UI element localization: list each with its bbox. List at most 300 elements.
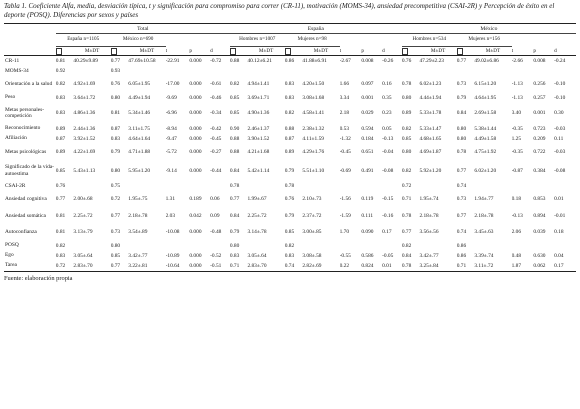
table-cell: 0.71 xyxy=(457,261,475,272)
table-cell: 4.64±1.95 xyxy=(474,94,497,101)
table-cell: -0.45 xyxy=(210,135,222,142)
table-cell: -0.13 xyxy=(382,135,394,142)
subgroup-espana-mujeres: Mujeres n=98 xyxy=(285,34,340,47)
table-cell: 0.73 xyxy=(456,196,467,203)
table-row xyxy=(4,241,576,251)
table-cell: 0.73 xyxy=(110,229,121,236)
table-cell xyxy=(474,241,511,251)
table-row xyxy=(4,103,576,124)
alpha-symbol-icon xyxy=(230,48,236,55)
table-cell: 0.82 xyxy=(284,242,295,249)
table-row xyxy=(4,261,576,272)
table-cell: 0.76 xyxy=(55,183,66,189)
table-cell: 2.46±1.37 xyxy=(247,125,270,132)
table-row xyxy=(4,160,576,181)
table-cell xyxy=(128,66,165,76)
table-cell: 0.83 xyxy=(229,252,240,259)
table-cell: 0.630 xyxy=(533,252,546,259)
table-cell: 0.853 xyxy=(533,196,546,203)
table-cell: 0.93 xyxy=(110,68,121,74)
table-cell: 0.723 xyxy=(533,125,546,132)
mean-sd-header: M±DT xyxy=(474,47,511,56)
mean-sd-header: M±DT xyxy=(128,47,165,56)
table-cell: -0.16 xyxy=(382,212,394,219)
table-cell xyxy=(189,241,210,251)
column-header-row xyxy=(4,47,576,56)
table-cell: 0.722 xyxy=(533,148,546,155)
table-cell xyxy=(554,181,576,191)
table-cell: 5.38±1.44 xyxy=(474,125,497,132)
table-cell: -0.03 xyxy=(554,125,566,132)
table-cell: -0.04 xyxy=(382,148,394,155)
table-cell: 0.79 xyxy=(229,229,240,236)
table-cell: -9.47 xyxy=(165,135,177,142)
table-cell: 0.824 xyxy=(361,261,382,272)
table-cell: 0.09 xyxy=(210,212,220,219)
t-header: t xyxy=(512,47,534,56)
table-cell: 0.80 xyxy=(401,148,412,155)
table-cell xyxy=(340,181,362,191)
table-cell: 0.77 xyxy=(55,196,66,203)
table-cell: 0.88 xyxy=(284,125,295,132)
table-row xyxy=(4,191,576,208)
table-cell: 0.72 xyxy=(56,261,74,272)
table-cell xyxy=(285,66,303,76)
row-label: CSAI-2R xyxy=(5,182,26,189)
table-cell: 0.594 xyxy=(361,125,374,132)
table-cell: -0.10 xyxy=(554,81,566,88)
table-cell: 0.77 xyxy=(110,58,121,64)
table-cell: -0.08 xyxy=(382,167,394,174)
table-cell: 0.78 xyxy=(401,212,412,219)
table-cell: 0.001 xyxy=(533,110,546,116)
table-cell: 40.12±6.21 xyxy=(247,58,272,64)
p-header: p xyxy=(533,47,554,56)
table-cell: 1.25 xyxy=(511,135,522,142)
table-cell: 4.58±1.41 xyxy=(302,110,325,116)
group-mexico: México xyxy=(402,24,576,34)
table-cell xyxy=(474,181,511,191)
table-cell: 0.80 xyxy=(456,135,467,142)
table-cell xyxy=(128,181,165,191)
table-cell: 4.86±1.36 xyxy=(73,110,96,116)
table-cell: 0.894 xyxy=(533,212,546,219)
table-cell: -9.14 xyxy=(165,167,177,174)
table-cell: 0.000 xyxy=(189,252,202,259)
table-cell: 0.119 xyxy=(361,196,374,203)
table-row xyxy=(4,134,576,144)
table-cell: -0.45 xyxy=(339,148,351,155)
table-cell: 0.008 xyxy=(533,58,546,64)
table-cell: -0.42 xyxy=(210,125,222,132)
alpha-header xyxy=(402,47,420,56)
table-cell: -0.08 xyxy=(554,167,566,174)
mean-sd-header: M±DT xyxy=(302,47,339,56)
table-cell xyxy=(512,66,534,76)
row-label: Orientación a la salud xyxy=(5,81,53,88)
table-cell: 0.257 xyxy=(533,94,546,101)
table-cell: -0.72 xyxy=(210,58,222,64)
mean-sd-header: M±DT xyxy=(419,47,456,56)
table-cell: 0.000 xyxy=(189,110,202,116)
table-cell xyxy=(166,241,190,251)
table-cell: 2.10±.73 xyxy=(302,196,322,203)
subgroup-mexico-mujeres: Mujeres n=156 xyxy=(457,34,512,47)
table-cell: 3.64±1.72 xyxy=(73,94,96,101)
table-cell: 0.77 xyxy=(111,261,129,272)
table-cell: 0.30 xyxy=(554,110,564,116)
table-cell: 0.84 xyxy=(456,110,467,116)
table-cell xyxy=(533,66,554,76)
table-cell: 47.29±2.23 xyxy=(419,58,444,64)
table-cell: 0.77 xyxy=(110,212,121,219)
table-cell: 0.88 xyxy=(229,135,240,142)
table-cell: 0.18 xyxy=(554,229,564,236)
table-cell: 0.78 xyxy=(456,148,467,155)
table-cell: 0.89 xyxy=(401,110,412,116)
table-cell: -10.08 xyxy=(165,229,180,236)
table-cell: -2.67 xyxy=(339,58,351,64)
subgroup-espana-hombres: Hombres n=1007 xyxy=(230,34,285,47)
table-cell: -0.61 xyxy=(210,81,222,88)
table-row xyxy=(4,181,576,191)
table-cell: 40.29±9.89 xyxy=(73,58,98,64)
table-cell: 0.209 xyxy=(533,135,546,142)
table-cell: 1.70 xyxy=(339,229,350,236)
d-header: d xyxy=(554,47,576,56)
table-cell: 2.82±.69 xyxy=(302,261,339,272)
table-cell: -0.15 xyxy=(382,196,394,203)
table-cell: 0.82 xyxy=(401,125,412,132)
table-cell: -0.69 xyxy=(339,167,351,174)
table-cell: -0.55 xyxy=(339,252,351,259)
mean-sd-header: M±DT xyxy=(247,47,284,56)
table-cell: 1.31 xyxy=(165,196,176,203)
p-header: p xyxy=(189,47,210,56)
table-cell: 3.42±.77 xyxy=(419,252,439,259)
table-cell: -0.46 xyxy=(210,94,222,101)
table-cell: 0.82 xyxy=(401,167,412,174)
table-cell: 3.25±.84 xyxy=(419,261,456,272)
table-cell: 0.80 xyxy=(401,94,412,101)
table-cell xyxy=(210,66,230,76)
table-cell xyxy=(402,66,420,76)
table-cell: 0.88 xyxy=(229,148,240,155)
table-cell: 0.74 xyxy=(285,261,303,272)
table-cell: 3.11±.72 xyxy=(474,261,511,272)
table-cell: -0.52 xyxy=(210,252,222,259)
table-cell: 0.82 xyxy=(55,242,66,249)
table-cell: 0.81 xyxy=(55,58,66,64)
table-cell: 0.92 xyxy=(55,68,66,74)
table-cell: 0.84 xyxy=(229,167,240,174)
table-cell: 5.95±1.20 xyxy=(128,167,151,174)
table-cell: -0.35 xyxy=(511,148,523,155)
table-cell xyxy=(73,241,110,251)
row-label: CR-11 xyxy=(5,57,20,64)
table-cell: 0.76 xyxy=(401,58,412,64)
table-cell: 0.77 xyxy=(401,229,412,236)
table-cell: 0.000 xyxy=(189,135,202,142)
table-cell: 1.95±.74 xyxy=(419,196,439,203)
group-total: Total xyxy=(56,24,230,34)
table-cell: -1.56 xyxy=(339,196,351,203)
table-cell: 0.83 xyxy=(284,94,295,101)
table-cell: 4.94±1.41 xyxy=(247,81,270,88)
table-cell: -0.35 xyxy=(511,125,523,132)
alpha-symbol-icon xyxy=(457,48,463,55)
table-cell: -0.27 xyxy=(210,148,222,155)
table-cell: 3.40 xyxy=(511,110,522,116)
table-cell: 0.77 xyxy=(456,167,467,174)
table-cell xyxy=(474,66,511,76)
table-cell: 4.90±1.36 xyxy=(247,110,270,116)
table-cell: 4.75±1.92 xyxy=(474,148,497,155)
table-cell xyxy=(512,241,534,251)
table-cell: 0.79 xyxy=(110,148,121,155)
table-cell: 0.79 xyxy=(456,94,467,101)
table-cell: 0.85 xyxy=(55,167,66,174)
table-cell xyxy=(166,181,190,191)
table-cell: 41.88±6.91 xyxy=(302,58,327,64)
table-cell: 3.90±1.52 xyxy=(247,135,270,142)
alpha-header xyxy=(285,47,303,56)
table-cell: 0.89 xyxy=(55,148,66,155)
table-cell: -9.69 xyxy=(165,94,177,101)
table-cell: 0.80 xyxy=(110,242,121,249)
table-cell: -10.89 xyxy=(165,252,180,259)
table-cell: 0.86 xyxy=(284,58,295,64)
p-header: p xyxy=(361,47,382,56)
table-cell: 0.23 xyxy=(382,110,392,116)
table-cell: 4.22±1.69 xyxy=(73,148,96,155)
table-cell: 0.22 xyxy=(340,261,362,272)
table-cell: 0.042 xyxy=(189,212,202,219)
table-cell: 0.79 xyxy=(284,212,295,219)
table-cell: 0.75 xyxy=(110,183,121,189)
table-cell xyxy=(512,181,534,191)
table-cell: 0.85 xyxy=(284,229,295,236)
alpha-header xyxy=(230,47,248,56)
table-cell: 0.11 xyxy=(554,135,564,142)
table-cell: 0.01 xyxy=(554,196,564,203)
d-header: d xyxy=(382,47,402,56)
table-cell: 0.78 xyxy=(284,183,295,189)
table-cell: -10.64 xyxy=(166,261,190,272)
table-cell: 0.76 xyxy=(284,196,295,203)
table-cell xyxy=(361,66,382,76)
table-cell: 3.22±.81 xyxy=(128,261,165,272)
table-cell: 2.18±.78 xyxy=(419,212,439,219)
table-cell: 0.000 xyxy=(189,125,202,132)
table-cell: -0.03 xyxy=(554,148,566,155)
table-body xyxy=(4,56,576,272)
table-cell: 0.000 xyxy=(189,148,202,155)
table-cell: 3.00±.85 xyxy=(302,229,322,236)
table-cell: 0.83 xyxy=(55,252,66,259)
subgroup-mexico-total: México n=690 xyxy=(111,34,166,47)
table-row xyxy=(4,56,576,67)
table-cell: 0.04 xyxy=(554,252,564,259)
d-header: d xyxy=(210,47,230,56)
table-cell: -8.94 xyxy=(165,125,177,132)
table-cell xyxy=(166,66,190,76)
table-cell: 4.71±1.88 xyxy=(128,148,151,155)
table-cell: 0.000 xyxy=(189,58,202,64)
table-cell xyxy=(419,241,456,251)
table-cell: 0.80 xyxy=(110,94,121,101)
table-cell: 0.89 xyxy=(55,125,66,132)
table-cell: 4.92±1.69 xyxy=(73,81,96,88)
table-cell: 5.92±1.20 xyxy=(419,167,442,174)
table-cell: -22.91 xyxy=(165,58,180,64)
subgroup-espana-total: España n=1105 xyxy=(56,34,111,47)
row-label: Tarea xyxy=(4,261,56,272)
row-label: Afiliación xyxy=(5,135,27,142)
mean-sd-header: M±DT xyxy=(73,47,110,56)
table-cell: -0.51 xyxy=(210,261,230,272)
table-cell: 0.81 xyxy=(55,229,66,236)
table-cell: 1.94±.77 xyxy=(474,196,494,203)
table-cell: 0.18 xyxy=(511,196,522,203)
table-cell xyxy=(247,66,284,76)
table-cell: -1.32 xyxy=(339,135,351,142)
table-cell: -0.87 xyxy=(511,167,523,174)
table-cell: 0.87 xyxy=(110,125,121,132)
table-cell xyxy=(210,181,230,191)
table-cell: 0.84 xyxy=(401,252,412,259)
table-cell: -1.13 xyxy=(511,94,523,101)
table-cell: 0.83 xyxy=(284,81,295,88)
table-cell: 2.00±.68 xyxy=(73,196,93,203)
table-cell xyxy=(73,181,110,191)
t-header: t xyxy=(166,47,190,56)
table-cell: -0.24 xyxy=(554,58,566,64)
table-cell: 0.86 xyxy=(456,252,467,259)
table-cell: 0.73 xyxy=(456,81,467,88)
table-cell: 0.78 xyxy=(402,261,420,272)
table-row xyxy=(4,144,576,161)
table-cell: -0.48 xyxy=(210,229,222,236)
table-cell: 1.95±.75 xyxy=(128,196,148,203)
table-cell: 0.039 xyxy=(533,229,546,236)
table-cell: 3.69±1.71 xyxy=(247,94,270,101)
table-cell: 0.86 xyxy=(456,242,467,249)
table-cell: 0.189 xyxy=(189,196,202,203)
table-cell: -1.13 xyxy=(511,81,523,88)
table-cell: 2.69±1.58 xyxy=(474,110,497,116)
table-cell: 1.99±.67 xyxy=(247,196,267,203)
table-cell: 5.34±1.46 xyxy=(128,110,151,116)
table-cell xyxy=(361,241,382,251)
table-cell: 0.78 xyxy=(229,183,240,189)
table-cell: 4.64±1.64 xyxy=(128,135,151,142)
table-cell xyxy=(189,66,210,76)
table-row xyxy=(4,76,576,93)
table-cell: 0.88 xyxy=(229,58,240,64)
row-label: Metas personales-competición xyxy=(5,106,45,119)
table-cell: 3.08±.58 xyxy=(302,252,322,259)
table-cell xyxy=(533,241,554,251)
table-cell: 3.05±.64 xyxy=(247,252,267,259)
table-cell: 0.71 xyxy=(230,261,248,272)
table-cell: 5.43±1.13 xyxy=(73,167,96,174)
table-cell: 0.17 xyxy=(554,261,576,272)
table-cell: -0.10 xyxy=(554,94,566,101)
table-cell: 0.586 xyxy=(361,252,374,259)
table-cell: -2.66 xyxy=(511,58,523,64)
table-cell: 0.79 xyxy=(284,167,295,174)
table-cell: 3.54±.89 xyxy=(128,229,148,236)
table-cell: 0.83 xyxy=(110,135,121,142)
table-cell: 3.05±.64 xyxy=(73,252,93,259)
table-cell: 0.77 xyxy=(229,196,240,203)
table-cell: 0.72 xyxy=(401,183,412,189)
table-cell: 0.89 xyxy=(284,148,295,155)
table-cell: 0.001 xyxy=(361,94,374,101)
table-cell: 0.78 xyxy=(401,81,412,88)
row-label: Reconocimiento xyxy=(5,125,41,132)
table-cell: 4.49±1.94 xyxy=(128,94,151,101)
table-cell xyxy=(382,241,402,251)
results-table xyxy=(4,23,576,272)
table-cell: 0.85 xyxy=(401,135,412,142)
table-cell: 0.029 xyxy=(361,110,374,116)
table-cell: 4.21±1.68 xyxy=(247,148,270,155)
table-cell: -5.72 xyxy=(165,148,177,155)
table-cell xyxy=(457,66,475,76)
table-cell: 2.44±1.36 xyxy=(73,125,96,132)
table-cell: 0.77 xyxy=(456,212,467,219)
table-cell: 0.84 xyxy=(229,212,240,219)
table-cell: 0.71 xyxy=(401,196,412,203)
table-cell: 3.56±.56 xyxy=(419,229,439,236)
table-cell xyxy=(302,241,339,251)
table-cell: 2.18 xyxy=(339,110,350,116)
table-cell: 0.256 xyxy=(533,81,546,88)
table-cell: 0.87 xyxy=(284,135,295,142)
table-cell: 2.83±.70 xyxy=(73,261,110,272)
table-cell xyxy=(340,241,362,251)
table-cell: 3.14±.78 xyxy=(247,229,267,236)
table-cell: 2.25±.72 xyxy=(247,212,267,219)
table-cell xyxy=(247,181,284,191)
alpha-header xyxy=(56,47,74,56)
table-cell: 0.16 xyxy=(382,81,392,88)
table-cell: 0.81 xyxy=(55,212,66,219)
table-cell: 4.69±1.87 xyxy=(419,148,442,155)
table-cell: 3.42±.77 xyxy=(128,252,148,259)
header-blank xyxy=(4,47,56,56)
alpha-symbol-icon xyxy=(56,48,62,55)
table-cell: 5.42±1.14 xyxy=(247,167,270,174)
alpha-symbol-icon xyxy=(285,48,291,55)
table-cell xyxy=(554,241,576,251)
table-cell: 47.69±10.58 xyxy=(128,58,156,64)
t-header: t xyxy=(340,47,362,56)
table-cell: 0.80 xyxy=(110,167,121,174)
row-label: MOMS-34 xyxy=(5,67,29,74)
table-row xyxy=(4,208,576,225)
table-cell: 0.82 xyxy=(401,242,412,249)
table-cell: 0.77 xyxy=(456,58,467,64)
table-cell xyxy=(73,66,110,76)
header-blank xyxy=(4,24,56,34)
row-label: Metas psicológicas xyxy=(5,148,47,155)
table-cell: 3.39±.74 xyxy=(474,252,494,259)
table-cell: 4.44±1.94 xyxy=(419,94,442,101)
alpha-symbol-icon xyxy=(111,48,117,55)
